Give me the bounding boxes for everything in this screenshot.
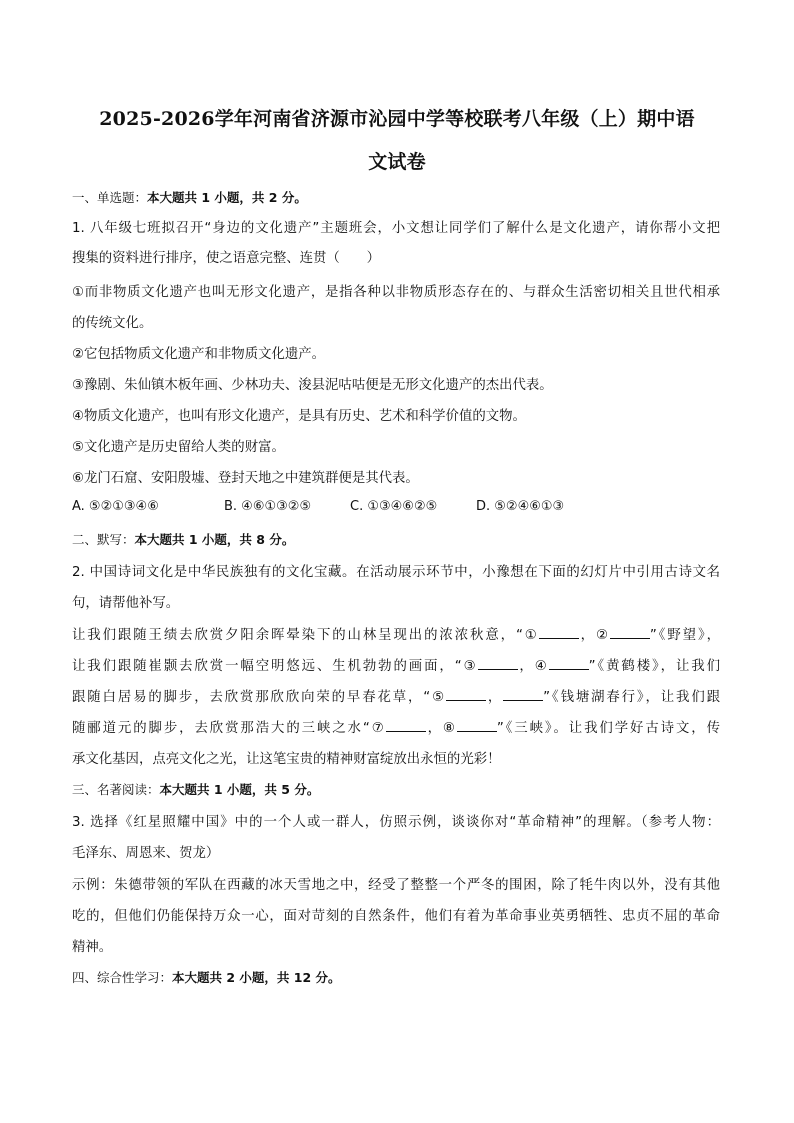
section-heading: 一、单选题：: [72, 190, 148, 205]
q1-item-1-line-1: ①而非物质文化遗产也叫无形文化遗产，是指各种以非物质形态存在的、与群众生活密切相关且世代相承: [72, 285, 720, 300]
q3-stem-line-1: 3. 选择《红星照耀中国》中的一个人或一群人，仿照示例，谈谈你对“革命精神”的理解。（参考人物：: [72, 815, 720, 830]
passage-text: 让我们跟随王绩去欣赏夕阳余晖晕染下的山林呈现出的浓浓秋意，“①: [72, 628, 539, 643]
section-description: 本大题共 1 小题，共 5 分。: [159, 782, 320, 797]
q1-item-5: ⑤文化遗产是历史留给人类的财富。: [72, 440, 285, 455]
passage-text: ，: [486, 690, 504, 705]
q1-stem-line-2: 搜集的资料进行排序，使之语意完整、连贯（ ）: [72, 251, 380, 266]
section-description: 本大题共 1 小题，共 8 分。: [134, 532, 295, 547]
q2-passage-line-5: 承文化基因，点亮文化之光，让这笔宝贵的精神财富绽放出永恒的光彩！: [72, 752, 501, 767]
section-description: 本大题共 2 小题，共 12 分。: [172, 970, 341, 985]
option-d[interactable]: D. ⑤②④⑥①③: [476, 499, 565, 514]
blank-7[interactable]: [386, 719, 426, 732]
section-header-single-choice: [72, 188, 307, 206]
blank-3[interactable]: [478, 657, 518, 670]
section-description: 本大题共 1 小题，共 2 分。: [147, 190, 307, 205]
q1-options: [72, 499, 564, 514]
passage-text: ，②: [578, 628, 610, 643]
passage-text: 让我们跟随崔颢去欣赏一幅空明悠远、生机勃勃的画面，“③: [72, 659, 478, 674]
q1-item-1-line-2: 的传统文化。: [72, 316, 153, 331]
q3-example-line-1: 示例：朱德带领的军队在西藏的冰天雪地之中，经受了整整一个严冬的围困，除了牦牛肉以外，没有其他: [72, 878, 720, 893]
q1-item-4: ④物质文化遗产，也叫有形文化遗产，是具有历史、艺术和科学价值的文物。: [72, 409, 526, 424]
section-heading: 四、综合性学习：: [72, 970, 173, 985]
section-header-dictation: [72, 530, 294, 548]
q1-item-3: ③豫剧、朱仙镇木板年画、少林功夫、浚县泥咕咕便是无形文化遗产的杰出代表。: [72, 378, 553, 393]
q1-item-2: ②它包括物质文化遗产和非物质文化遗产。: [72, 347, 326, 362]
passage-text: ，④: [517, 659, 549, 674]
option-c[interactable]: C. ①③④⑥②⑤: [350, 499, 438, 514]
option-b[interactable]: B. ④⑥①③②⑤: [224, 499, 312, 514]
q2-passage-line-3: [72, 686, 720, 705]
passage-text: 随郦道元的脚步，去欣赏那浩大的三峡之水“⑦: [72, 721, 386, 736]
exam-title-line-2: 文试卷: [368, 151, 426, 173]
passage-text: 跟随白居易的脚步，去欣赏那欣欣向荣的早春花草，“⑤: [72, 690, 446, 705]
blank-1[interactable]: [539, 626, 579, 639]
q2-stem-line-2: 句，请帮他补写。: [72, 596, 180, 611]
q3-stem-line-2: 毛泽东、周恩来、贺龙）: [72, 846, 220, 861]
blank-5[interactable]: [446, 688, 486, 701]
passage-text: ”《钱塘湖春行》，让我们跟: [543, 690, 720, 705]
section-header-integrated-learning: [72, 968, 341, 986]
q3-example-line-2: 吃的，但他们仍能保持万众一心，面对苛刻的自然条件，他们有着为革命事业英勇牺牲、忠贞不屈的革命: [72, 909, 720, 924]
blank-2[interactable]: [610, 626, 650, 639]
passage-text: ，⑧: [425, 721, 457, 736]
section-heading: 二、默写：: [72, 532, 135, 547]
q2-passage-line-2: [72, 655, 720, 674]
blank-4[interactable]: [549, 657, 589, 670]
option-a[interactable]: A. ⑤②①③④⑥: [72, 499, 159, 514]
passage-text: ”《黄鹤楼》，让我们: [588, 659, 720, 674]
q2-passage-line-1: [72, 624, 720, 643]
q2-stem-line-1: 2. 中国诗词文化是中华民族独有的文化宝藏。在活动展示环节中，小豫想在下面的幻灯片中引用古诗文名: [72, 565, 720, 580]
q3-example-line-3: 精神。: [72, 940, 113, 955]
passage-text: ”《野望》，: [649, 628, 720, 643]
blank-6[interactable]: [503, 688, 543, 701]
passage-text: ”《三峡》。让我们学好古诗文，传: [496, 721, 720, 736]
section-header-classic-reading: [72, 780, 319, 798]
blank-8[interactable]: [457, 719, 497, 732]
exam-title-line-1: 2025-2026学年河南省济源市沁园中学等校联考八年级（上）期中语: [99, 108, 695, 130]
section-heading: 三、名著阅读：: [72, 782, 160, 797]
q1-item-6: ⑥龙门石窟、安阳殷墟、登封天地之中建筑群便是其代表。: [72, 471, 419, 486]
q2-passage-line-4: [72, 717, 720, 736]
q1-stem-line-1: 1. 八年级七班拟召开“身边的文化遗产”主题班会，小文想让同学们了解什么是文化遗产，请你帮小文把: [72, 221, 720, 236]
